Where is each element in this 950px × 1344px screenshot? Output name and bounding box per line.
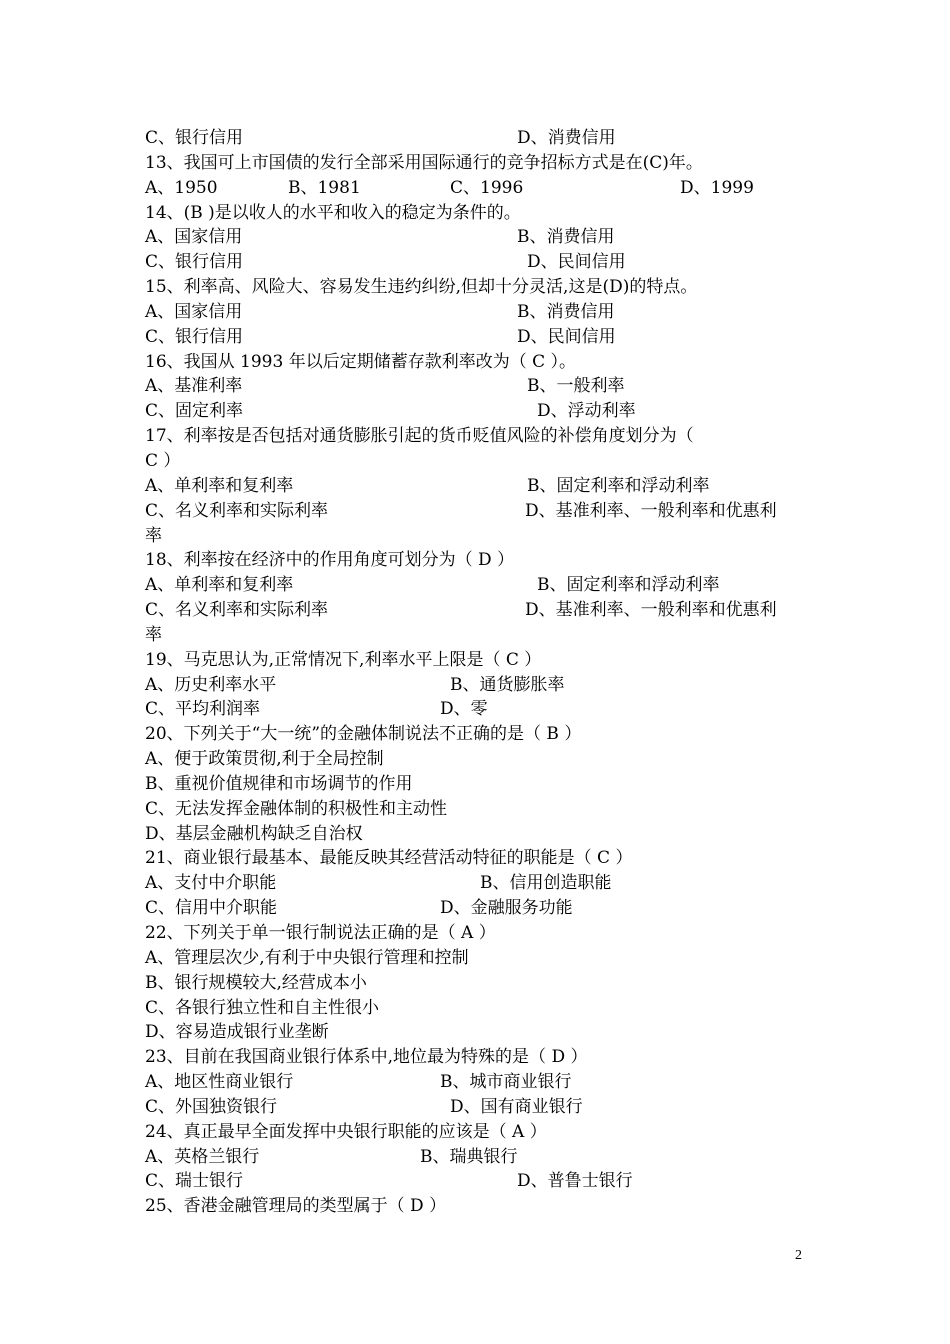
text-segment: C、瑞士银行 <box>145 1171 244 1192</box>
text-line <box>145 996 815 1021</box>
text-line <box>145 598 815 623</box>
text-segment: D、民间信用 <box>527 252 626 273</box>
text-line <box>145 1020 815 1045</box>
text-line <box>145 971 815 996</box>
text-segment: B、一般利率 <box>527 376 625 397</box>
text-segment: B、信用创造职能 <box>480 873 612 894</box>
text-segment: A、支付中介职能 <box>145 873 277 894</box>
text-segment: B、消费信用 <box>517 227 615 248</box>
text-line <box>145 846 815 871</box>
text-segment: D、1999 <box>680 177 754 198</box>
text-segment: D、基准利率、一般利率和优惠利 <box>525 600 777 621</box>
text-segment: 22、下列关于单一银行制说法正确的是（ A ） <box>145 923 496 943</box>
text-segment: 率 <box>145 624 162 645</box>
text-line <box>145 871 815 896</box>
text-segment: C、信用中介职能 <box>145 898 278 919</box>
text-line <box>145 573 815 598</box>
text-segment: 24、真正最早全面发挥中央银行职能的应该是（ A ） <box>145 1121 547 1142</box>
text-segment: B、重视价值规律和市场调节的作用 <box>145 773 413 794</box>
text-line <box>145 1120 815 1145</box>
text-segment: B、城市商业银行 <box>440 1072 572 1093</box>
text-line <box>145 225 815 250</box>
text-segment: D、零 <box>440 699 488 720</box>
text-segment: B、固定利率和浮动利率 <box>527 475 710 496</box>
text-line <box>145 648 815 673</box>
text-line <box>145 499 815 524</box>
question-list <box>145 126 815 1219</box>
text-segment: A、单利率和复利率 <box>145 575 294 596</box>
text-segment: B、消费信用 <box>517 301 615 322</box>
text-segment: C、各银行独立性和自主性很小 <box>145 997 380 1018</box>
text-line <box>145 176 815 201</box>
text-segment: 13、我国可上市国债的发行全部采用国际通行的竞争招标方式是在(C)年。 <box>145 152 703 173</box>
text-segment: 17、利率按是否包括对通货膨胀引起的货币贬值风险的补偿角度划分为（ <box>145 426 694 447</box>
text-line <box>145 896 815 921</box>
text-segment: C、银行信用 <box>145 252 244 273</box>
text-line <box>145 424 815 449</box>
text-segment: 21、商业银行最基本、最能反映其经营活动特征的职能是（ C ） <box>145 848 633 869</box>
text-segment: A、英格兰银行 <box>145 1146 260 1167</box>
text-segment: C、无法发挥金融体制的积极性和主动性 <box>145 798 448 819</box>
text-line <box>145 1194 815 1219</box>
text-line <box>145 350 815 375</box>
text-segment: 率 <box>145 525 162 546</box>
text-segment: D、消费信用 <box>517 128 616 148</box>
text-line <box>145 325 815 350</box>
text-segment: B、银行规模较大,经营成本小 <box>145 972 367 993</box>
text-line <box>145 1070 815 1095</box>
text-line <box>145 822 815 847</box>
text-segment: B、瑞典银行 <box>420 1146 518 1167</box>
text-segment: D、国有商业银行 <box>450 1096 583 1117</box>
text-segment: C、银行信用 <box>145 326 244 347</box>
text-line <box>145 697 815 722</box>
text-line <box>145 201 815 226</box>
text-segment: D、基层金融机构缺乏自治权 <box>145 823 363 844</box>
text-line <box>145 300 815 325</box>
text-line <box>145 449 815 474</box>
text-segment: B、1981 <box>288 177 361 198</box>
text-segment: C、银行信用 <box>145 128 244 148</box>
text-segment: A、国家信用 <box>145 227 243 248</box>
text-segment: 25、香港金融管理局的类型属于（ D ） <box>145 1196 447 1217</box>
text-segment: D、容易造成银行业垄断 <box>145 1022 329 1043</box>
text-line <box>145 623 815 648</box>
text-line <box>145 1045 815 1070</box>
text-line <box>145 1145 815 1170</box>
text-segment: C、平均利润率 <box>145 699 261 720</box>
text-segment: 14、(B )是以收人的水平和收入的稳定为条件的。 <box>145 202 521 223</box>
text-segment: D、浮动利率 <box>537 401 636 422</box>
text-line <box>145 1095 815 1120</box>
text-segment: C、外国独资银行 <box>145 1096 278 1117</box>
text-line <box>145 374 815 399</box>
text-line <box>145 772 815 797</box>
text-segment: A、国家信用 <box>145 301 243 322</box>
text-segment: A、1950 <box>145 177 218 198</box>
text-segment: D、金融服务功能 <box>440 898 573 919</box>
text-segment: C、固定利率 <box>145 401 244 422</box>
text-line <box>145 1169 815 1194</box>
text-segment: C、名义利率和实际利率 <box>145 600 329 621</box>
text-segment: C、名义利率和实际利率 <box>145 500 329 521</box>
text-segment: A、便于政策贯彻,利于全局控制 <box>145 749 384 770</box>
text-segment: D、基准利率、一般利率和优惠利 <box>525 500 777 521</box>
text-line <box>145 747 815 772</box>
text-segment: D、民间信用 <box>517 326 616 347</box>
text-segment: 20、下列关于“大一统”的金融体制说法不正确的是（ B ） <box>145 724 582 745</box>
text-segment: A、历史利率水平 <box>145 674 277 695</box>
text-segment: C、1996 <box>450 177 524 198</box>
text-line <box>145 673 815 698</box>
text-line <box>145 722 815 747</box>
text-segment: A、地区性商业银行 <box>145 1072 294 1093</box>
text-segment: 15、利率高、风险大、容易发生违约纠纷,但却十分灵活,这是(D)的特点。 <box>145 277 698 298</box>
text-line <box>145 524 815 549</box>
page-number: 2 <box>795 1248 802 1263</box>
text-segment: A、管理层次少,有利于中央银行管理和控制 <box>145 947 469 968</box>
text-line <box>145 250 815 275</box>
text-segment: 23、目前在我国商业银行体系中,地位最为特殊的是（ D ） <box>145 1047 588 1068</box>
text-segment: 16、我国从 1993 年以后定期储蓄存款利率改为（ C ）。 <box>145 351 577 372</box>
text-segment: B、固定利率和浮动利率 <box>537 575 720 596</box>
text-line <box>145 946 815 971</box>
text-segment: A、单利率和复利率 <box>145 475 294 496</box>
text-segment: C ） <box>145 450 181 471</box>
text-line <box>145 399 815 424</box>
text-segment: A、基准利率 <box>145 376 243 397</box>
text-segment: B、通货膨胀率 <box>450 674 565 695</box>
text-segment: 19、马克思认为,正常情况下,利率水平上限是（ C ） <box>145 649 542 670</box>
text-line <box>145 151 815 176</box>
text-line <box>145 474 815 499</box>
text-segment: 18、利率按在经济中的作用角度可划分为（ D ） <box>145 550 515 571</box>
text-line <box>145 921 815 946</box>
text-line <box>145 548 815 573</box>
text-line <box>145 126 815 151</box>
text-line <box>145 275 815 300</box>
text-line <box>145 797 815 822</box>
text-segment: D、普鲁士银行 <box>517 1171 633 1192</box>
